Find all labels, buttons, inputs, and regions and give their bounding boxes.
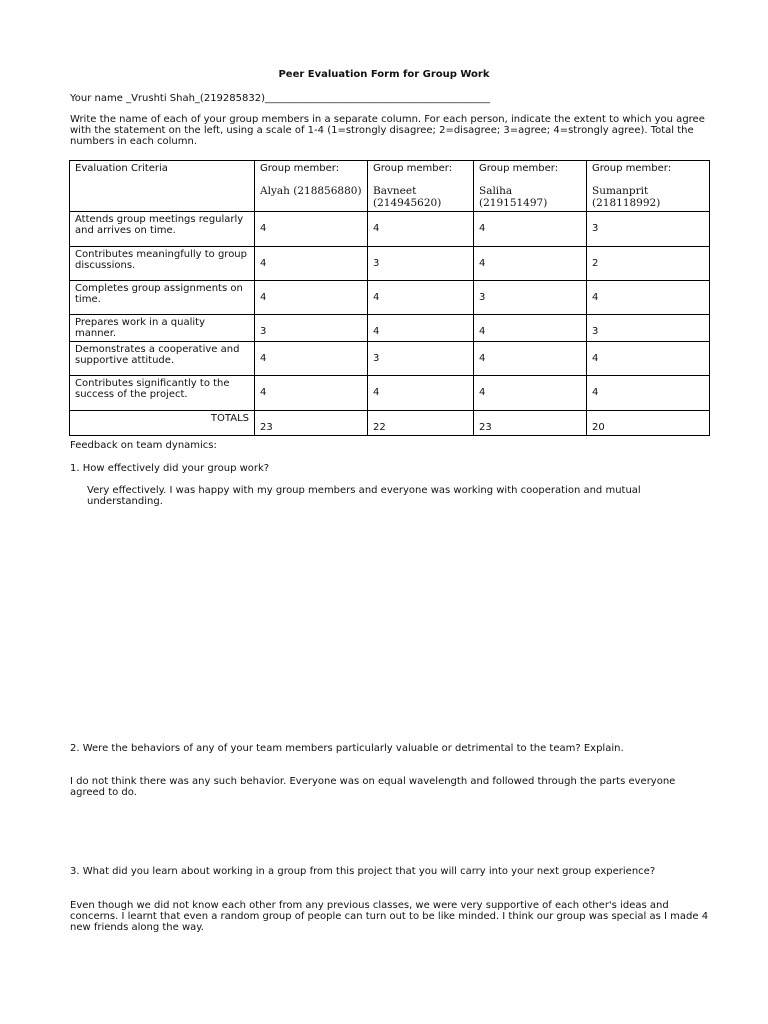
name-line: Your name _Vrushti Shah_(219285832)_____________________________________________ [70,93,490,104]
member-label: Group member: [592,163,672,174]
score: 3 [373,258,380,269]
score-cell [474,247,587,281]
score: 2 [592,258,599,269]
score-cell [255,247,368,281]
score-cell [474,342,587,376]
score: 4 [592,292,599,303]
score-cell [368,376,474,411]
member-label: Group member: [373,163,453,174]
criterion-cell: Contributes meaningfully to group discussions. [70,247,255,281]
table-row [70,315,710,342]
table-row [70,376,710,411]
score-cell [368,247,474,281]
score-cell [368,212,474,247]
score-cell [368,342,474,376]
total: 20 [592,422,605,433]
score: 4 [479,326,486,337]
member-name: Saliha (219151497) [479,185,548,209]
score: 4 [479,387,486,398]
criterion-cell: Prepares work in a quality manner. [70,315,255,342]
table-row [70,281,710,315]
score-cell [474,376,587,411]
instructions: Write the name of each of your group members in a separate column. For each person, indicate the extent to which you agree with the statement on the left, using a scale of 1-4 (1=strongly disagree; 2=disagree; 3=agree; 4=strongly agree). Total the numbers in each column. [70,114,705,147]
score-cell [587,376,710,411]
score: 4 [373,292,380,303]
score-cell [587,212,710,247]
total-cell [368,411,474,436]
member-header [255,161,368,212]
score: 3 [479,292,486,303]
member-name: Bavneet (214945620) [373,185,442,209]
totals-row [70,411,710,436]
total: 22 [373,422,386,433]
score-cell [368,315,474,342]
score-cell [255,281,368,315]
criterion-cell: Attends group meetings regularly and arrives on time. [70,212,255,247]
member-name: Alyah (218856880) [260,185,362,197]
score-cell [255,342,368,376]
question-3: 3. What did you learn about working in a group from this project that you will carry into your next group experience? [70,866,656,877]
criteria-header: Evaluation Criteria [70,161,255,212]
score: 4 [479,223,486,234]
total: 23 [479,422,492,433]
answer-1: Very effectively. I was happy with my group members and everyone was working with cooperation and mutual understanding. [87,485,641,507]
score-cell [474,212,587,247]
score-cell [255,212,368,247]
score: 4 [592,387,599,398]
header-row [70,161,710,212]
total: 23 [260,422,273,433]
answer-3: Even though we did not know each other from any previous classes, we were very supportive of each other's ideas and concerns. I learnt that even a random group of people can turn out to be like minded. I think our group was special as I made 4 new friends along the way. [70,900,709,933]
score: 4 [260,353,267,364]
score-cell [474,315,587,342]
score: 4 [373,223,380,234]
score: 4 [260,292,267,303]
score: 3 [592,223,599,234]
score-cell [587,281,710,315]
page-title: Peer Evaluation Form for Group Work [278,69,490,80]
score: 4 [260,387,267,398]
score-cell [587,342,710,376]
score-cell [587,315,710,342]
member-label: Group member: [479,163,559,174]
score: 4 [373,326,380,337]
score-cell [255,376,368,411]
total-cell [587,411,710,436]
feedback-heading: Feedback on team dynamics: [70,440,217,451]
score-cell [474,281,587,315]
score: 3 [592,326,599,337]
score: 4 [479,258,486,269]
score: 4 [592,353,599,364]
evaluation-table [69,160,710,436]
table-row [70,342,710,376]
score: 4 [479,353,486,364]
score: 4 [260,223,267,234]
member-header [587,161,710,212]
score-cell [368,281,474,315]
criterion-cell: Contributes significantly to the success of the project. [70,376,255,411]
score-cell [255,315,368,342]
table-row [70,212,710,247]
member-header [474,161,587,212]
criterion-cell: Demonstrates a cooperative and supportive attitude. [70,342,255,376]
score: 4 [373,387,380,398]
answer-2: I do not think there was any such behavior. Everyone was on equal wavelength and followed through the parts everyone agreed to do. [70,776,676,798]
question-1: 1. How effectively did your group work? [70,463,270,474]
member-label: Group member: [260,163,340,174]
score: 4 [260,258,267,269]
total-cell [255,411,368,436]
criterion-cell: Completes group assignments on time. [70,281,255,315]
score-cell [587,247,710,281]
member-name: Sumanprit (218118992) [592,185,661,209]
score: 3 [373,353,380,364]
score: 3 [260,326,267,337]
total-cell [474,411,587,436]
totals-label: TOTALS [70,411,255,436]
question-2: 2. Were the behaviors of any of your team members particularly valuable or detrimental to the team? Explain. [70,743,624,754]
member-header [368,161,474,212]
table-row [70,247,710,281]
